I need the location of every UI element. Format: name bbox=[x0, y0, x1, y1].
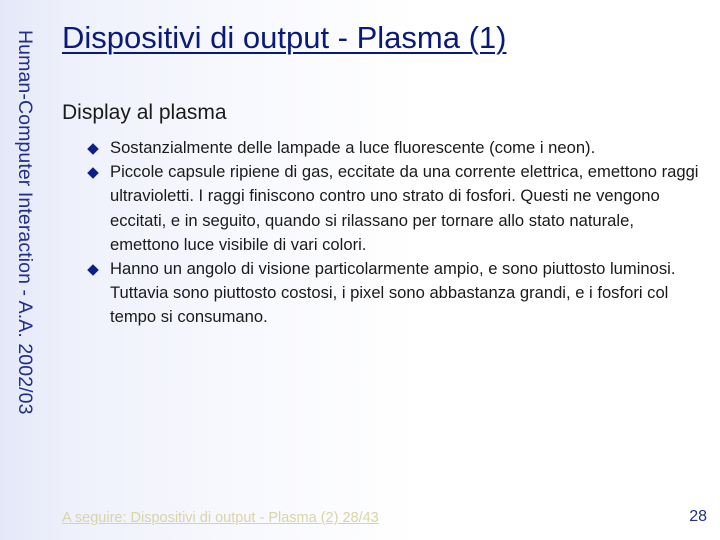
bullet-item bbox=[88, 136, 700, 160]
diamond-bullet-icon bbox=[87, 264, 99, 276]
bullet-text: Hanno un angolo di visione particolarmente ampio, e sono piuttosto luminosi. Tuttavia sono piuttosto costosi, i pixel sono abbastanza grandi, e i fosfori col tempo si consumano. bbox=[110, 259, 676, 327]
diamond-bullet-icon bbox=[87, 167, 99, 179]
bullet-text: Sostanzialmente delle lampade a luce fluorescente (come i neon). bbox=[110, 138, 596, 157]
page-number: 28 bbox=[689, 508, 707, 525]
next-slide-link[interactable]: A seguire: Dispositivi di output - Plasma (2) 28/43 bbox=[62, 510, 379, 526]
sidebar-course-label bbox=[6, 30, 46, 510]
sidebar-course-text: Human-Computer Interaction - A.A. 2002/03 bbox=[14, 30, 36, 415]
bullet-item bbox=[88, 257, 700, 330]
slide-title: Dispositivi di output - Plasma (1) bbox=[62, 20, 507, 55]
slide-heading: Display al plasma bbox=[62, 101, 227, 124]
bullet-list bbox=[88, 136, 700, 330]
diamond-bullet-icon bbox=[87, 143, 99, 155]
bullet-item bbox=[88, 160, 700, 257]
bullet-text: Piccole capsule ripiene di gas, eccitate da una corrente elettrica, emettono raggi ultravioletti. I raggi finiscono contro uno strato di fosfori. Questi ne vengono eccitati, e in seguito, quando si rilassano per tornare allo stato naturale, emettono luce visibile di vari colori. bbox=[110, 162, 699, 254]
